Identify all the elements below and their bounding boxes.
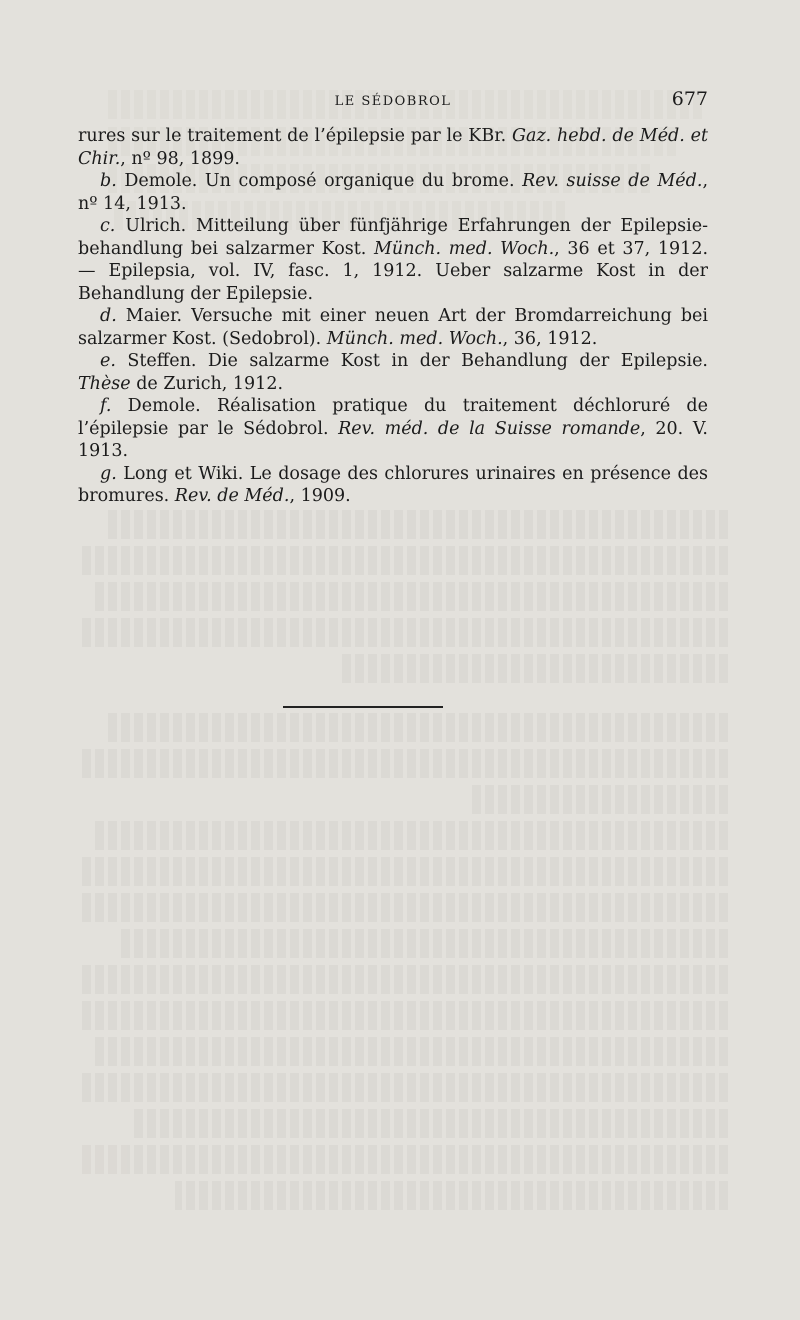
reference-item: b. Demole. Un composé organique du brome. Rev. suisse de Méd., nº 14, 1913. [78, 171, 709, 214]
journal-title: Münch. med. Woch. [374, 238, 555, 259]
page-number: 677 [671, 88, 708, 110]
reference-letter: g. [100, 463, 117, 484]
journal-title: Gaz. hebd. de Méd. et Chir. [78, 126, 709, 169]
reference-item: f. Demole. Réalisation pratique du traitement déchloruré de l’épilepsie par le Sédobrol. Rev. méd. de la Suisse romande, 20. V. 1913. [78, 396, 708, 461]
reference-letter: c. [100, 216, 116, 236]
journal-title: Thèse [78, 373, 131, 394]
reference-list [78, 125, 708, 508]
reference-item: c. Ulrich. Mitteilung über fünfjährige Erfahrungen der Epilepsie-behandlung bei salzarmer Kost. Münch. med. Woch., 36 et 37, 1912. — Epilepsia, vol. IV, fasc. 1, 1912. Ueber salzarme Kost in der Behandlung der Epilepsie. [78, 216, 709, 304]
reference-letter: d. [100, 306, 117, 326]
page-header [78, 88, 708, 118]
journal-title: Münch. med. Woch. [326, 328, 503, 349]
journal-title: Rev. suisse de Méd. [522, 171, 703, 191]
reference-letter: b. [100, 171, 117, 191]
reference-item: rures sur le traitement de l’épilepsie par le KBr. Gaz. hebd. de Méd. et Chir., nº 98, 1899. [78, 126, 709, 169]
section-divider [283, 706, 443, 708]
reference-letter: e. [100, 351, 116, 371]
reference-letter: f. [100, 396, 112, 416]
journal-title: Rev. de Méd. [174, 486, 290, 506]
reference-item: d. Maier. Versuche mit einer neuen Art der Bromdarreichung bei salzarmer Kost. (Sedobrol). Münch. med. Woch., 36, 1912. [78, 306, 708, 349]
reference-item: g. Long et Wiki. Le dosage des chlorures urinaires en présence des bromures. Rev. de Méd., 1909. [78, 463, 708, 506]
journal-title: Rev. méd. de la Suisse romande [338, 418, 641, 439]
running-title: LE SÉDOBROL [334, 94, 452, 109]
reference-item: e. Steffen. Die salzarme Kost in der Behandlung der Epilepsie. Thèse de Zurich, 1912. [78, 351, 708, 394]
